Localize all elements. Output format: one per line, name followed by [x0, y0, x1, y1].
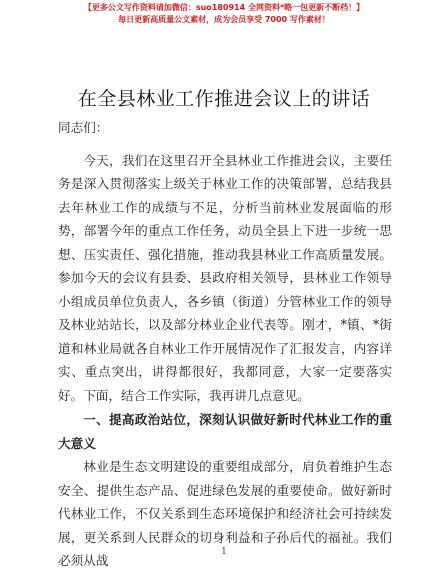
promo-banner	[0, 2, 448, 26]
promo-banner-line-1: 【更多公文写作资料请加微信：suo180914 全网资料*略一包更新不断档！】	[83, 3, 365, 12]
document-body	[58, 116, 392, 573]
promo-banner-line-2: 每日更新高质量公文素材，成为会员享受 7000 写作素材！	[118, 15, 330, 24]
page-number: 1	[221, 547, 227, 557]
paragraph-section-1: 林业是生态文明建设的重要组成部分，肩负着维护生态安全、提供生态产品、促进绿色发展的重要使命。做好新时代林业工作，不仅关系到生态环境保护和经济社会可持续发展，更关系到人民群众的切身利益和子孙后代的福祉。我们必须从战	[58, 459, 392, 568]
paragraph-intro: 今天，我们在这里召开全县林业工作推进会议，主要任务是深入贯彻落实上级关于林业工作的决策部署，总结我县去年林业工作的成绩与不足，分析当前林业发展面临的形势，部署今年的重点工作任务，动员全县上下进一步统一思想、压实责任、强化措施，推动我县林业工作高质量发展。参加今天的会议有县委、县政府相关领导，县林业工作领导小组成员单位负责人，各乡镇（街道）分管林业工作的领导及林业站站长，以及部分林业企业代表等。刚才，*镇、*街道和林业局就各自林业工作开展情况作了汇报发言，内容详实、重点突出，讲得都很好，我都同意，大家一定要落实好。下面，结合工作实际，我再讲几点意见。	[58, 152, 392, 403]
section-heading-1: 一、提高政治站位，深刻认识做好新时代林业工作的重大意义	[58, 412, 392, 451]
document-title: 在全县林业工作推进会议上的讲话	[77, 88, 371, 110]
greeting: 同志们：	[58, 120, 109, 135]
